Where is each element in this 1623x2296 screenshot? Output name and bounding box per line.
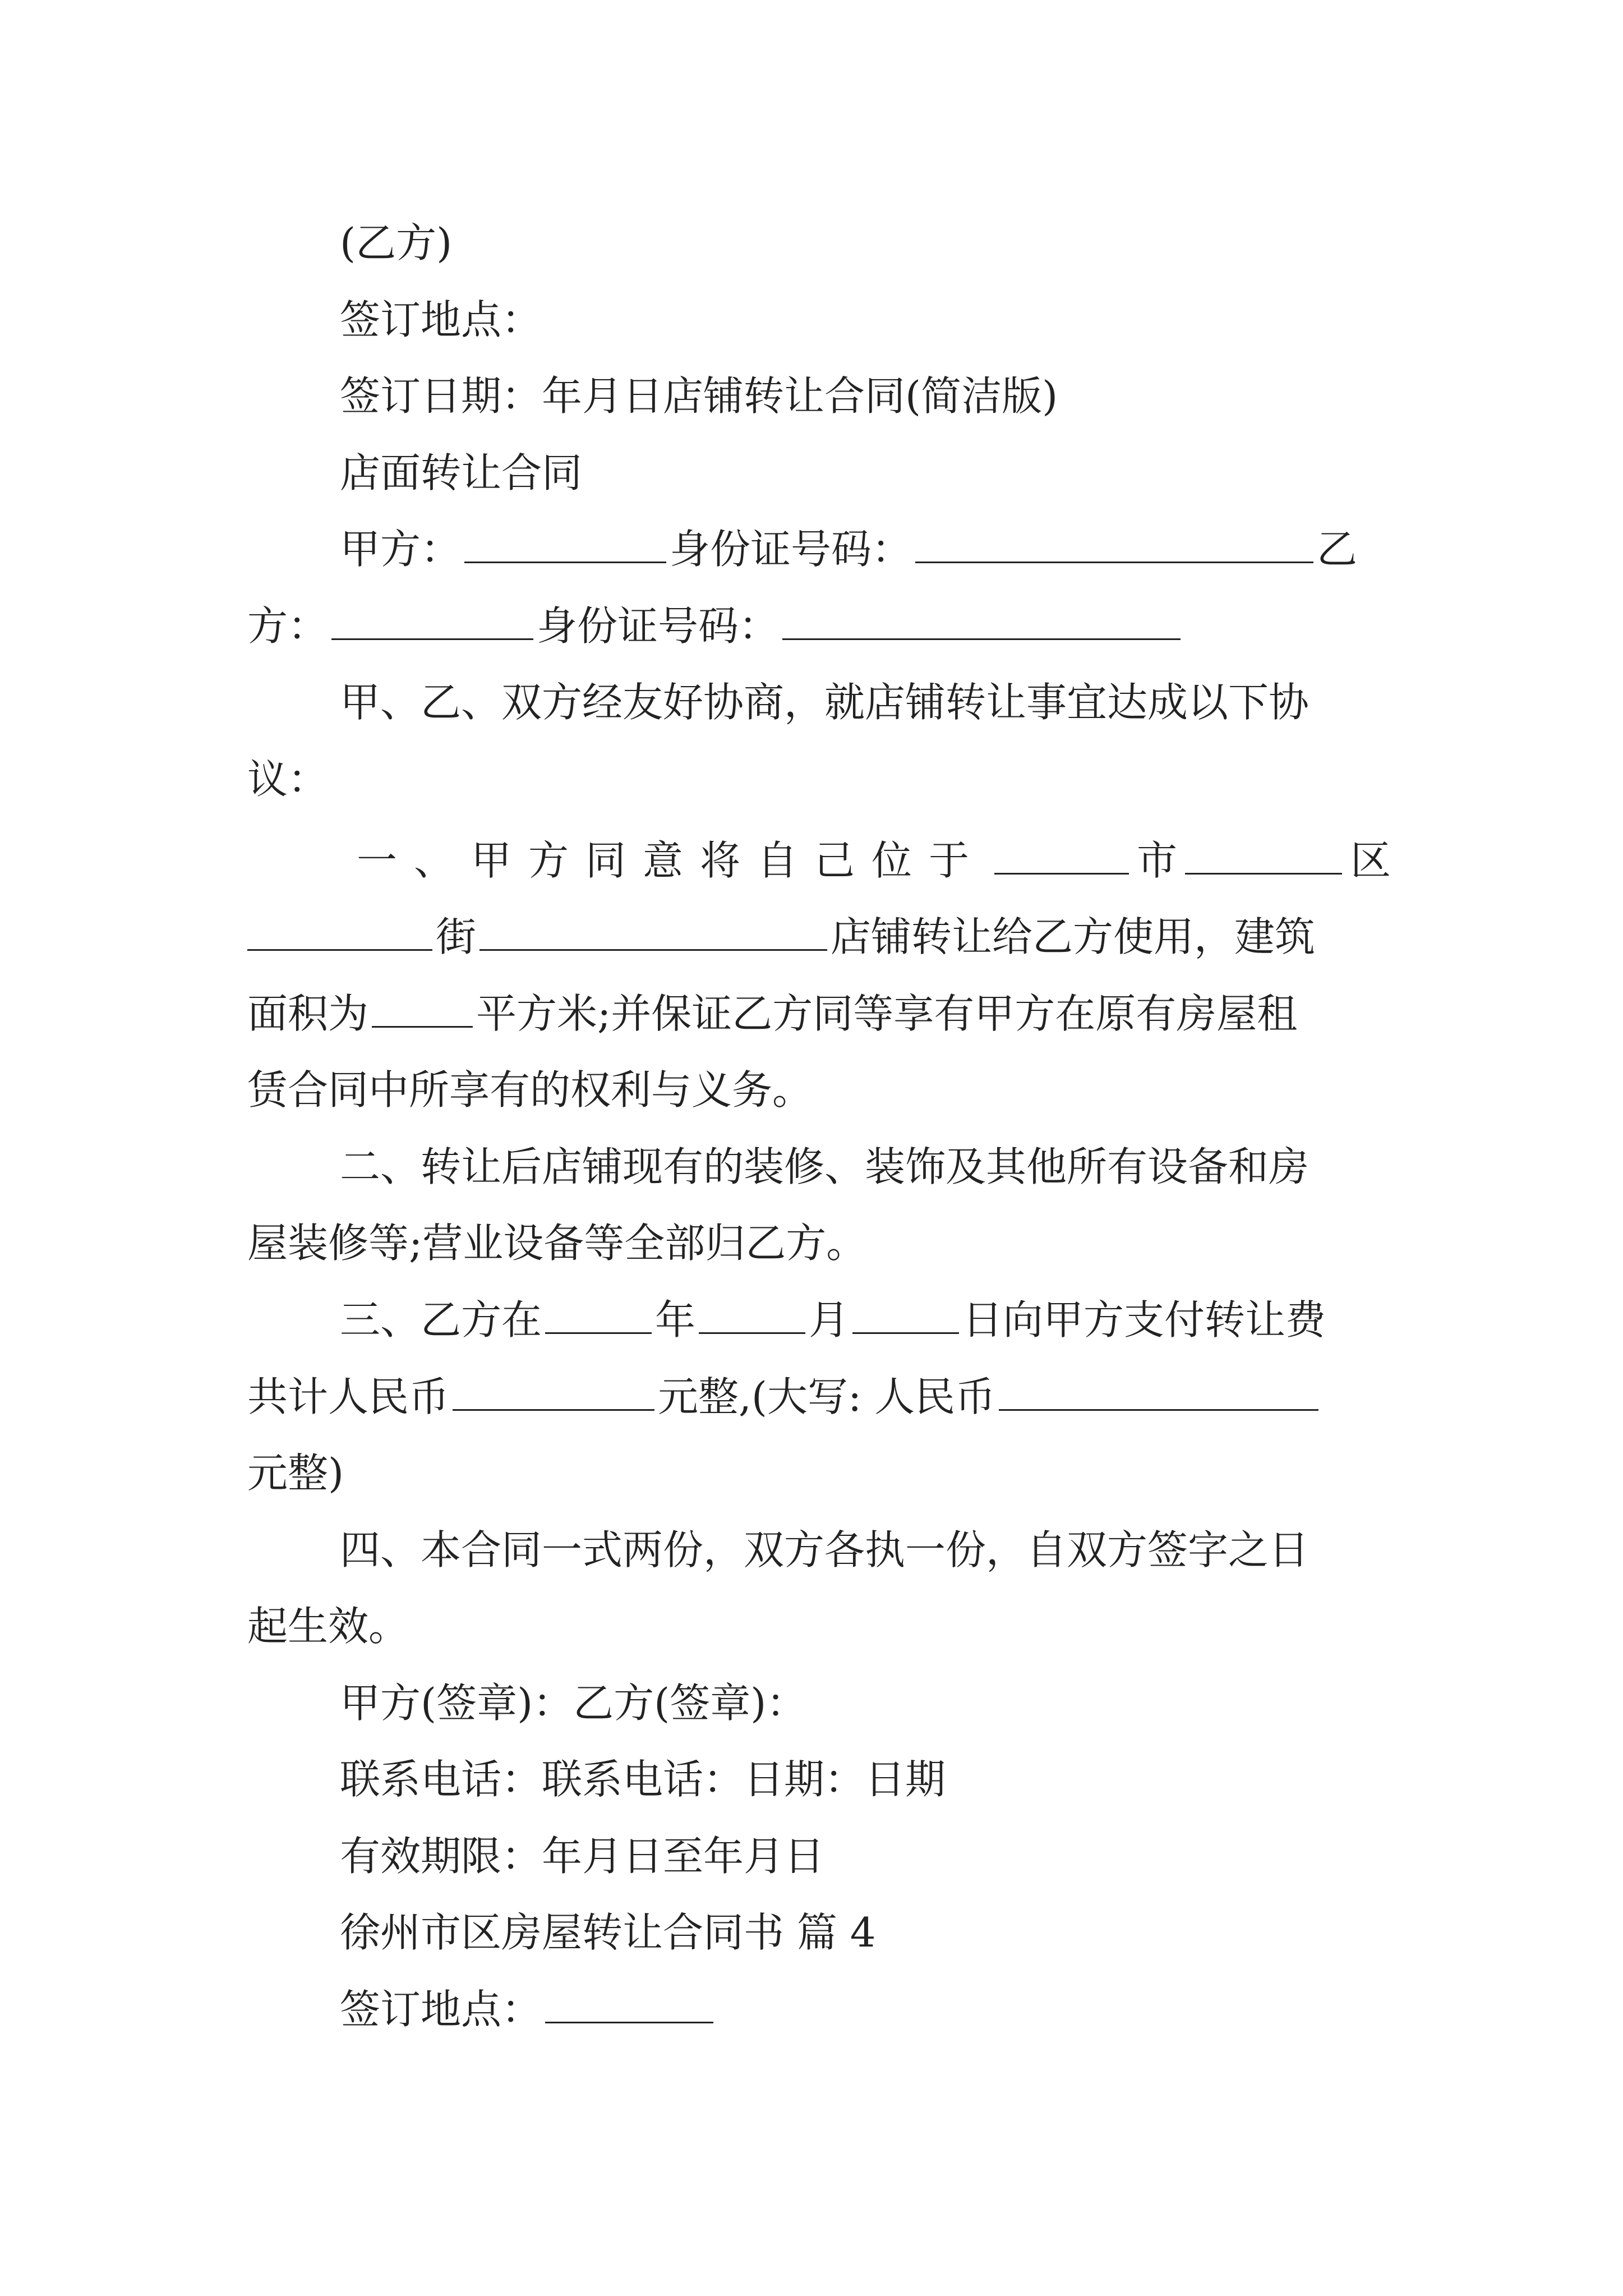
month-blank — [699, 1294, 805, 1334]
clause-1-text: 一、甲方同意将自己位于 — [357, 837, 986, 884]
next-article-title: 徐州市区房屋转让合同书 篇 4 — [340, 1909, 876, 1956]
district-blank — [1185, 835, 1342, 875]
id-number-label: 身份证号码： — [537, 602, 780, 650]
validity-line: 有效期限：年月日至年月日 — [340, 1833, 825, 1880]
party-b-label: (乙方) — [340, 219, 453, 266]
clause-2-line-1: 二、转让后店铺现有的装修、装饰及其他所有设备和房 — [340, 1143, 1310, 1190]
clause-1-transfer: 店铺转让给乙方使用，建筑 — [831, 913, 1316, 960]
clause-1-line-1 — [357, 832, 1391, 889]
year-label: 年 — [655, 1296, 696, 1343]
uppercase-amount-blank — [999, 1371, 1318, 1411]
area-unit-and-rights: 平方米;并保证乙方同等享有甲方在原有房屋租 — [476, 990, 1298, 1037]
day-blank — [852, 1294, 959, 1334]
city-label: 市 — [1136, 837, 1177, 884]
party-a-label: 甲方： — [340, 526, 462, 573]
clause-4-line-1: 四、本合同一式两份，双方各执一份，自双方签字之日 — [340, 1526, 1310, 1573]
party-b-name-blank — [331, 600, 533, 640]
signing-date-and-title: 签订日期：年月日店铺转让合同(简洁版) — [340, 372, 1058, 420]
clause-3-line-1 — [340, 1292, 1326, 1348]
signing-place-label: 签订地点： — [340, 1986, 542, 2033]
district-label: 区 — [1350, 837, 1391, 884]
party-a-name-blank — [464, 523, 666, 563]
amount-uppercase-label: 元整,(大写: 人民币 — [658, 1373, 996, 1420]
year-blank — [545, 1294, 652, 1334]
clause-1-line-2 — [247, 909, 1315, 965]
clause-3-line-2 — [247, 1369, 1322, 1425]
party-a-line — [340, 521, 1357, 577]
id-number-label: 身份证号码： — [670, 526, 912, 573]
street-prefix-blank — [247, 911, 432, 951]
clause-1-line-3 — [247, 986, 1297, 1042]
agreement-intro: 甲、乙、双方经友好协商，就店铺转让事宜达成以下协 — [340, 679, 1310, 726]
contact-line: 联系电话：联系电话：日期：日期 — [340, 1756, 946, 1803]
amount-blank — [453, 1371, 654, 1411]
party-a-id-blank — [915, 523, 1313, 563]
street-label: 街 — [436, 913, 477, 960]
total-rmb-label: 共计人民币 — [247, 1373, 450, 1420]
agreement-intro-cont: 议： — [247, 756, 329, 803]
area-label: 面积为 — [247, 990, 369, 1037]
signature-line: 甲方(签章)：乙方(签章)： — [340, 1680, 807, 1727]
party-b-label-cont: 方： — [247, 602, 329, 650]
signing-place: 签订地点： — [340, 296, 542, 343]
month-label: 月 — [809, 1296, 850, 1343]
clause-4-line-2: 起生效。 — [247, 1603, 409, 1650]
signing-place-line — [340, 1981, 717, 2037]
day-and-payment: 日向甲方支付转让费 — [962, 1296, 1326, 1343]
area-blank — [372, 988, 473, 1028]
clause-3-line-3: 元整) — [247, 1450, 344, 1497]
clause-3-text: 三、乙方在 — [340, 1296, 542, 1343]
clause-2-line-2: 屋装修等;营业设备等全部归乙方。 — [247, 1220, 867, 1267]
signing-place-blank — [545, 1984, 713, 2023]
street-blank — [479, 911, 827, 951]
clause-1-line-4: 赁合同中所享有的权利与义务。 — [247, 1066, 813, 1114]
contract-title: 店面转让合同 — [340, 449, 583, 496]
party-b-line — [247, 598, 1184, 654]
party-b-char: 乙 — [1317, 526, 1358, 573]
party-b-id-blank — [782, 600, 1181, 640]
city-blank — [994, 835, 1129, 875]
